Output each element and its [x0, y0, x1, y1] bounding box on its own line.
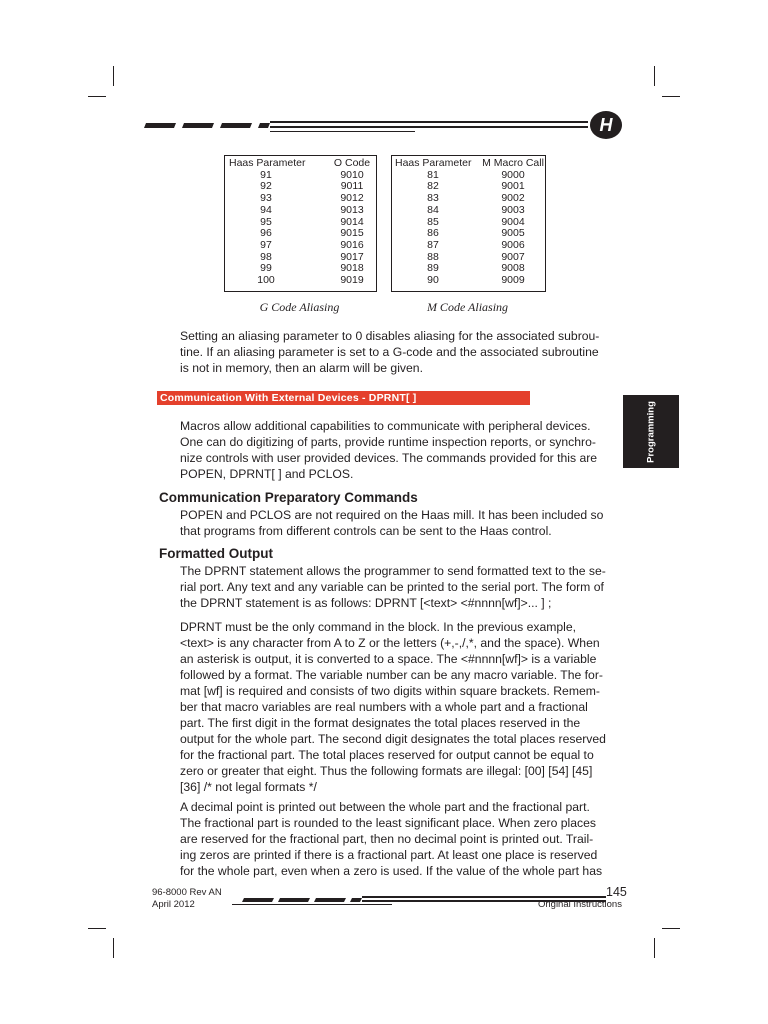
footer-doc-number: 96-8000 Rev AN	[152, 887, 222, 898]
crop-mark	[654, 66, 655, 86]
m-code-aliasing-table	[391, 155, 546, 292]
section-banner-text: Communication With External Devices - DPRNT[ ]	[160, 392, 417, 404]
g-code-aliasing-table	[224, 155, 377, 292]
svg-text:H: H	[599, 115, 613, 135]
heading-formatted-output: Formatted Output	[159, 546, 273, 561]
formatted-paragraph: The DPRNT statement allows the programmer to send formatted text to the se- rial port. Any text and any variable can be printed to the serial port. The form of the DPRNT statement is as follows: DPRNT [<text> <#nnnn[wf]>... ] ;	[180, 564, 606, 610]
table-column-o-code: O Code 9010 9011 9012 9013 9014 9015 9016 9017 9018 9019	[333, 157, 371, 287]
footer-date: April 2012	[152, 899, 195, 910]
heading-preparatory: Communication Preparatory Commands	[159, 490, 418, 505]
dprnt-paragraph: DPRNT must be the only command in the block. In the previous example, <text> is any character from A to Z or the letters (+,-,/,*, and the space). When an asterisk is output, it is converted to a space. The <#nnnn[wf]> is a variable followed by a format. The variable number can be any macro variable. The for- mat [wf] is required and consists of two digits within square brackets. Remem- ber that macro variables are real numbers with a whole part and a fractional part. The first digit in the format designates the total places reserved in the output for the whole part. The second digit designates the total places reserved for the fractional part. The total places reserved for output cannot be equal to zero or greater that eight. Thus the following formats are illegal: [00] [54] [45] [36] /* not legal formats */	[180, 620, 606, 794]
crop-mark	[662, 96, 680, 97]
section-banner	[157, 391, 530, 405]
crop-mark	[88, 96, 106, 97]
haas-logo-icon	[590, 111, 622, 139]
table-column-haas-parameter: Haas Parameter 81 82 83 84 85 86 87 88 89 90	[395, 157, 472, 287]
crop-mark	[654, 938, 655, 958]
crop-mark	[113, 938, 114, 958]
macros-paragraph: Macros allow additional capabilities to communicate with peripheral devices. One can do digitizing of parts, provide runtime inspection reports, or synchro- nize controls with user provided devices. The commands provided for this are POPEN, DPRNT[ ] and PCLOS.	[180, 419, 598, 481]
footer-note: Original Instructions	[538, 899, 622, 910]
table-column-haas-parameter: Haas Parameter 91 92 93 94 95 96 97 98 99 100	[229, 157, 306, 287]
crop-mark	[662, 928, 680, 929]
crop-mark	[88, 928, 106, 929]
m-table-caption: M Code Aliasing	[426, 300, 509, 314]
preparatory-paragraph: POPEN and PCLOS are not required on the Haas mill. It has been included so that programs from different controls can be sent to the Haas control.	[180, 508, 604, 538]
crop-mark	[113, 66, 114, 86]
table-column-m-macro-call: M Macro Call 9000 9001 9002 9003 9004 9005 9006 9007 9008 9009	[482, 157, 544, 287]
footer-page-number: 145	[606, 885, 627, 899]
g-table-caption: G Code Aliasing	[259, 300, 340, 314]
side-tab-label: Programming	[645, 400, 657, 463]
decimal-paragraph: A decimal point is printed out between the whole part and the fractional part. The fractional part is rounded to the least significant place. When zero places are reserved for the fractional part, then no decimal point is printed out. Trail- ing zeros are printed if there is a fractional part. At least one place is reserved for the whole part, even when a zero is used. If the value of the whole part has	[180, 800, 603, 878]
side-tab	[623, 395, 679, 468]
header-rule	[140, 110, 630, 142]
intro-paragraph: Setting an aliasing parameter to 0 disables aliasing for the associated subrou- tine. If an aliasing parameter is set to a G-code and the associated subroutine is not in memory, then an alarm will be given.	[180, 329, 600, 375]
